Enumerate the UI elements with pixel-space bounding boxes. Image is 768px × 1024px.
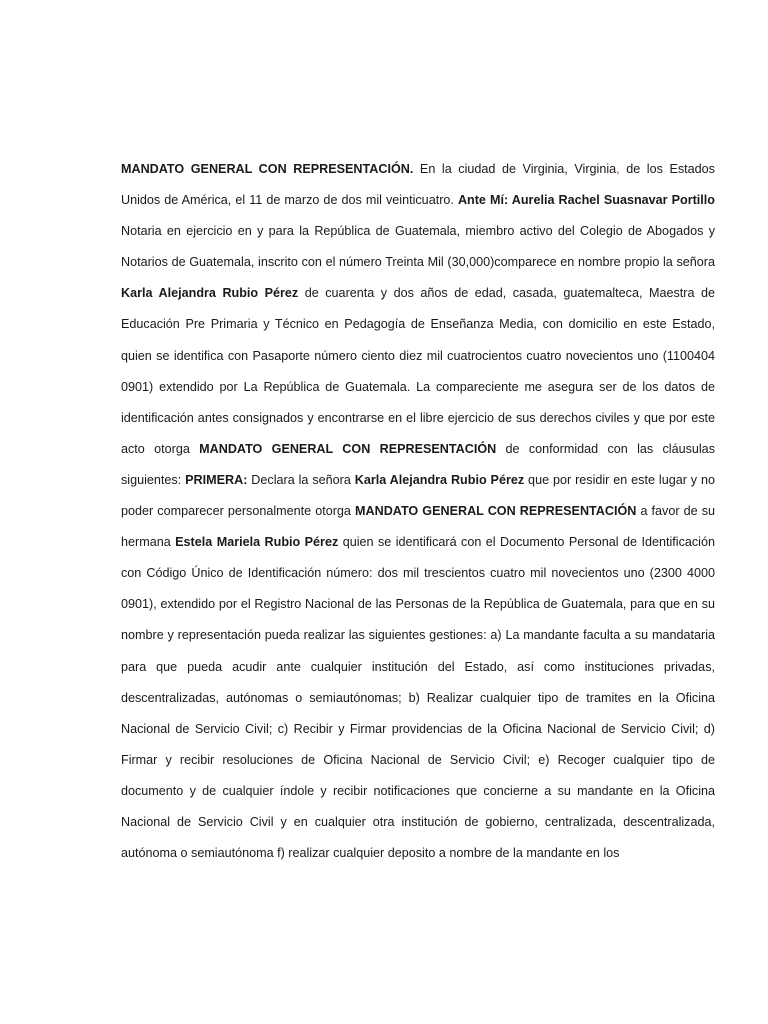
grantor-name: Karla Alejandra Rubio Pérez bbox=[121, 286, 299, 301]
text-segment: de los Estados Unidos de América, el 11 de marzo de dos mil veinticuatro. bbox=[121, 162, 715, 208]
mandate-heading: MANDATO GENERAL CON REPRESENTACIÓN bbox=[355, 504, 637, 519]
text-segment: de conformidad con las cláusulas siguientes: bbox=[121, 441, 715, 487]
text-segment: que por residir en este lugar y no poder comparecer personalmente otorga bbox=[121, 472, 716, 519]
clause-label: PRIMERA: bbox=[185, 472, 248, 487]
text-segment: Notaria en ejercicio en y para la República de Guatemala, miembro activo del Colegio de Abogados y Notarios de Guatemala, inscrito con el número Treinta Mil (30,000)comparece en nombre propio la señora bbox=[121, 224, 715, 270]
notary-name: Ante Mí: Aurelia Rachel Suasnavar Portillo bbox=[457, 193, 715, 208]
text-segment: quien se identificará con el Documento Personal de Identificación con Código Único de Identificación número: dos mil trescientos cuatro mil novecientos uno (2300 4000 0901), extendido por el Registro Nacional de las Personas de la República de Guatemala, para que en su nombre y representación pueda realizar las siguientes gestiones: a) La mandante faculta a su mandataria para que pueda acudir ante cualquier institución del Estado, así como instituciones privadas, descentralizadas, autónomas o semiautónomas; b) Realizar cualquier tipo de tramites en la Oficina Nacional de Servicio Civil; c) Recibir y Firmar providencias de la Oficina Nacional de Servicio Civil; d) Firmar y recibir resoluciones de Oficina Nacional de Servicio Civil; e) Recoger cualquier tipo de documento y de cualquier índole y recibir notificaciones que concierne a su mandante en la Oficina Nacional de Servicio Civil y en cualquier otra institución de gobierno, centralizada, descentralizada, autónoma o semiautónoma f) realizar cualquier deposito a nombre de la mandante en los bbox=[121, 535, 715, 861]
agent-name: Estela Mariela Rubio Pérez bbox=[175, 535, 339, 550]
text-segment: de cuarenta y dos años de edad, casada, guatemalteca, Maestra de Educación Pre Primaria y Técnico en Pedagogía de Enseñanza Media, con domicilio en este Estado, quien se identifica con Pasaporte número ciento diez mil cuatrocientos cuatro novecientos uno (1100404 0901) extendido por La República de Guatemala. La compareciente me asegura ser de los datos de identificación antes consignados y encontrarse en el libre ejercicio de sus derechos civiles y que por este acto otorga bbox=[121, 286, 715, 456]
document-title: MANDATO GENERAL CON REPRESENTACIÓN. bbox=[121, 162, 414, 176]
text-segment: , bbox=[616, 162, 620, 176]
document-paragraph bbox=[121, 154, 715, 869]
grantor-name: Karla Alejandra Rubio Pérez bbox=[354, 472, 525, 487]
text-segment: a favor de su hermana bbox=[121, 504, 715, 550]
text-segment: Declara la señora bbox=[247, 472, 355, 487]
text-segment: En la ciudad de Virginia, Virginia bbox=[413, 162, 617, 176]
mandate-heading: MANDATO GENERAL CON REPRESENTACIÓN bbox=[199, 441, 497, 456]
